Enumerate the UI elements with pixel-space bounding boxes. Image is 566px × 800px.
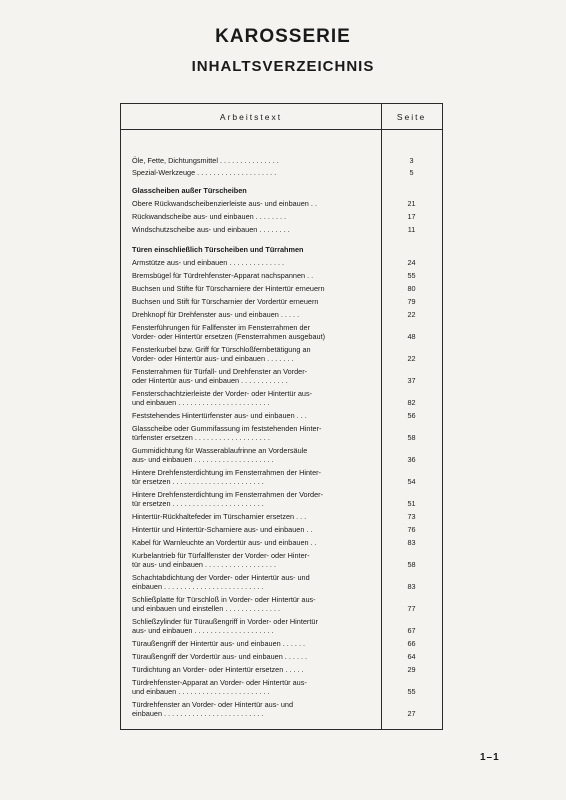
column-header-page: Seite — [396, 112, 427, 122]
toc-entry-text: tür ersetzen . . . . . . . . . . . . . . . . . . . . . . . — [132, 499, 264, 508]
toc-entry-page: 83 — [407, 582, 416, 591]
toc-entry-text: Obere Rückwandscheibenzierleiste aus- und einbauen . . — [132, 199, 317, 208]
toc-entry-text: Kurbelantrieb für Türfallfenster der Vorder- oder Hinter- — [132, 551, 310, 560]
toc-entry-text: Türaußengriff der Hintertür aus- und einbauen . . . . . . — [132, 639, 306, 648]
toc-entry-text: Gummidichtung für Wasserablaufrinne an Vordersäule — [132, 446, 308, 455]
toc-entry-text: tür ersetzen . . . . . . . . . . . . . . . . . . . . . . . — [132, 477, 264, 486]
toc-entry-text: Türdrehfenster-Apparat an Vorder- oder Hintertür aus- — [132, 678, 307, 687]
toc-entry-text: Rückwandscheibe aus- und einbauen . . . . . . . . — [132, 212, 287, 221]
toc-entry-text: Schließzylinder für Türaußengriff in Vorder- oder Hintertür — [132, 617, 318, 626]
toc-entry-page: 3 — [409, 156, 414, 165]
toc-entry-page: 27 — [407, 709, 416, 718]
toc-entry-page: 80 — [407, 284, 416, 293]
toc-entry-page: 83 — [407, 538, 416, 547]
toc-entry-page: 79 — [407, 297, 416, 306]
toc-entry-page: 37 — [407, 376, 416, 385]
toc-entry-text: Vorder- oder Hintertür aus- und einbauen . . . . . . . — [132, 354, 294, 363]
toc-entry-text: Glasscheibe oder Gummifassung im feststehenden Hinter- — [132, 424, 322, 433]
toc-entry-text: und einbauen und einstellen . . . . . . . . . . . . . . — [132, 604, 281, 613]
toc-entry-page: 56 — [407, 411, 416, 420]
toc-entry-text: Türaußengriff der Vordertür aus- und einbauen . . . . . . — [132, 652, 308, 661]
page-title: KAROSSERIE — [215, 26, 351, 47]
toc-entry-page: 24 — [407, 258, 416, 267]
column-header-text: Arbeitstext — [219, 112, 283, 122]
toc-entry-page: 58 — [407, 560, 416, 569]
toc-entry-text: Buchsen und Stift für Türscharnier der Vordertür erneuern — [132, 297, 319, 306]
toc-entry-text: Fensterrahmen für Türfall- und Drehfenster an Vorder- — [132, 367, 308, 376]
toc-entry-text: aus- und einbauen . . . . . . . . . . . . . . . . . . . . — [132, 455, 274, 464]
toc-entry-text: oder Hintertür aus- und einbauen . . . . . . . . . . . . — [132, 376, 288, 385]
toc-entry-text: Buchsen und Stifte für Türscharniere der Hintertür erneuern — [132, 284, 325, 293]
page-number: 1–1 — [480, 752, 500, 763]
toc-entry-page: 36 — [407, 455, 416, 464]
toc-entry-text: Drehknopf für Drehfenster aus- und einbauen . . . . . — [132, 310, 300, 319]
toc-entry-page: 76 — [407, 525, 416, 534]
toc-entry-text: Spezial-Werkzeuge . . . . . . . . . . . . . . . . . . . . — [132, 168, 277, 177]
toc-entry-page: 67 — [407, 626, 416, 635]
toc-entry-text: Hintere Drehfensterdichtung im Fensterrahmen der Vorder- — [132, 490, 324, 499]
toc-entry-text: Bremsbügel für Türdrehfenster-Apparat nachspannen . . — [132, 271, 314, 280]
toc-entry-page: 17 — [407, 212, 416, 221]
toc-entry-text: Hintertür-Rückhaltefeder im Türscharnier ersetzen . . . — [132, 512, 307, 521]
toc-header-row — [121, 104, 442, 130]
toc-entry-page: 55 — [407, 271, 416, 280]
toc-entry-text: aus- und einbauen . . . . . . . . . . . . . . . . . . . . — [132, 626, 274, 635]
toc-entry-text: Fensterkurbel bzw. Griff für Türschloßfernbetätigung an — [132, 345, 311, 354]
toc-entry-page: 58 — [407, 433, 416, 442]
section-heading: Türen einschließlich Türscheiben und Türrahmen — [132, 245, 304, 254]
toc-entry-page: 73 — [407, 512, 416, 521]
toc-entry-text: Kabel für Warnleuchte an Vordertür aus- und einbauen . . — [132, 538, 317, 547]
toc-entry-page: 54 — [407, 477, 416, 486]
toc-entry-page: 55 — [407, 687, 416, 696]
toc-entry-text: Türdrehfenster an Vorder- oder Hintertür aus- und — [132, 700, 294, 709]
toc-entry-text: Feststehendes Hintertürfenster aus- und einbauen . . . — [132, 411, 307, 420]
toc-entry-text: Schachtabdichtung der Vorder- oder Hintertür aus- und — [132, 573, 310, 582]
page-subtitle: INHALTSVERZEICHNIS — [191, 58, 375, 75]
toc-entry-text: Türdichtung an Vorder- oder Hintertür ersetzen . . . . . — [132, 665, 304, 674]
toc-entry-text: einbauen . . . . . . . . . . . . . . . . . . . . . . . . . — [132, 709, 264, 718]
toc-entry-page: 64 — [407, 652, 416, 661]
toc-entry-text: Windschutzscheibe aus- und einbauen . . . . . . . . — [132, 225, 290, 234]
toc-entry-text: Fensterschachtzierleiste der Vorder- oder Hintertür aus- — [132, 389, 313, 398]
toc-entry-page: 22 — [407, 354, 416, 363]
toc-entry-page: 5 — [409, 168, 414, 177]
toc-entry-text: Hintertür und Hintertür-Scharniere aus- und einbauen . . — [132, 525, 313, 534]
toc-entry-page: 21 — [407, 199, 416, 208]
toc-entry-text: türfenster ersetzen . . . . . . . . . . . . . . . . . . . — [132, 433, 270, 442]
toc-entry-page: 51 — [407, 499, 416, 508]
toc-entry-text: Vorder- oder Hintertür ersetzen (Fensterrahmen ausgebaut) — [132, 332, 326, 341]
section-heading: Glasscheiben außer Türscheiben — [132, 186, 247, 195]
toc-table — [120, 103, 443, 730]
toc-entry-page: 11 — [407, 225, 416, 234]
toc-entry-text: Öle, Fette, Dichtungsmittel . . . . . . . . . . . . . . . — [132, 156, 279, 165]
toc-entry-text: Fensterführungen für Fallfenster im Fensterrahmen der — [132, 323, 311, 332]
toc-entry-text: einbauen . . . . . . . . . . . . . . . . . . . . . . . . . — [132, 582, 264, 591]
toc-entry-text: und einbauen . . . . . . . . . . . . . . . . . . . . . . . — [132, 687, 270, 696]
toc-entry-page: 82 — [407, 398, 416, 407]
toc-entry-text: Schließplatte für Türschloß in Vorder- oder Hintertür aus- — [132, 595, 316, 604]
toc-entry-page: 77 — [407, 604, 416, 613]
toc-entry-page: 29 — [407, 665, 416, 674]
toc-entry-text: tür aus- und einbauen . . . . . . . . . . . . . . . . . . — [132, 560, 276, 569]
toc-entry-text: Hintere Drehfensterdichtung im Fensterrahmen der Hinter- — [132, 468, 321, 477]
toc-entry-text: Armstütze aus- und einbauen . . . . . . . . . . . . . . — [132, 258, 285, 267]
toc-entry-page: 48 — [407, 332, 416, 341]
toc-entry-page: 22 — [407, 310, 416, 319]
toc-entry-text: und einbauen . . . . . . . . . . . . . . . . . . . . . . . — [132, 398, 270, 407]
toc-entry-page: 66 — [407, 639, 416, 648]
